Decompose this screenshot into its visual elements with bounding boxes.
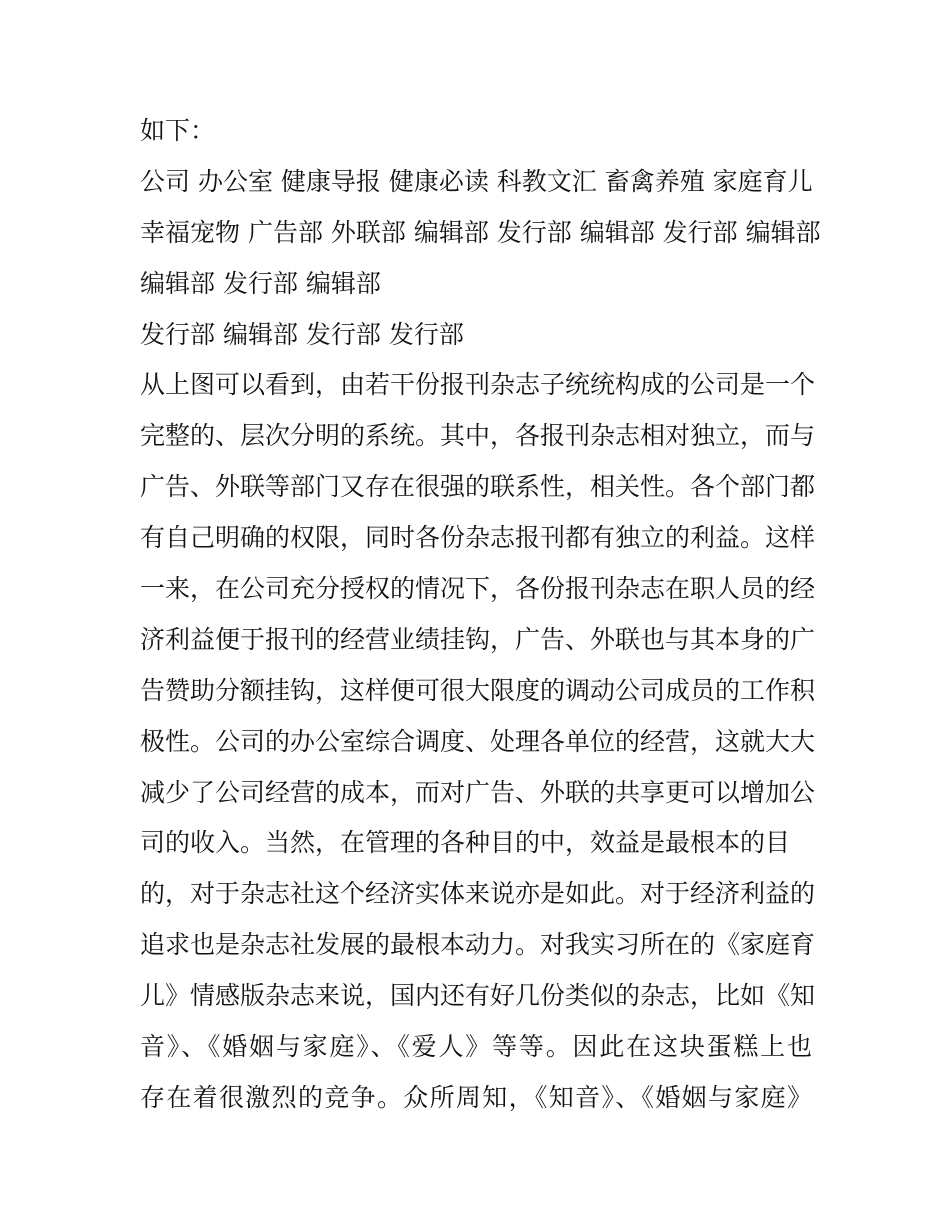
text-line: 减少了公司经营的成本，而对广告、外联的共享更可以增加公 [140,777,816,807]
text-line: 音》、《婚姻与家庭》、《爱人》等等。因此在这块蛋糕上也 [140,1032,812,1062]
text-line: 一来，在公司充分授权的情况下，各份报刊杂志在职人员的经 [140,574,816,604]
text-line: 幸福宠物 广告部 外联部 编辑部 发行部 编辑部 发行部 编辑部 [140,217,821,247]
text-line: 司的收入。当然，在管理的各种目的中，效益是最根本的目 [140,828,791,858]
text-line: 编辑部 发行部 编辑部 [140,268,381,298]
text-line: 济利益便于报刊的经营业绩挂钩，广告、外联也与其本身的广 [140,624,816,654]
text-line: 儿》情感版杂志来说，国内还有好几份类似的杂志，比如《知 [140,981,816,1011]
text-line: 的，对于杂志社这个经济实体来说亦是如此。对于经济利益的 [140,879,816,909]
text-line: 从上图可以看到，由若干份报刊杂志子统统构成的公司是一个 [140,370,816,400]
text-line: 极性。公司的办公室综合调度、处理各单位的经营，这就大大 [140,726,816,756]
text-line: 有自己明确的权限，同时各份杂志报刊都有独立的利益。这样 [140,523,816,553]
text-line: 公司 办公室 健康导报 健康必读 科教文汇 畜禽养殖 家庭育儿 [140,166,813,196]
text-line: 存在着很激烈的竞争。众所周知，《知音》、《婚姻与家庭》 [140,1082,812,1112]
text-line: 发行部 编辑部 发行部 发行部 [140,319,464,349]
text-line: 追求也是杂志社发展的最根本动力。对我实习所在的《家庭育 [140,930,816,960]
text-line: 广告、外联等部门又存在很强的联系性，相关性。各个部门都 [140,472,816,502]
document-body [140,106,820,1124]
text-line: 完整的、层次分明的系统。其中，各报刊杂志相对独立，而与 [140,421,816,451]
text-line: 告赞助分额挂钩，这样便可很大限度的调动公司成员的工作积 [140,675,816,705]
text-line: 如下： [140,116,216,145]
